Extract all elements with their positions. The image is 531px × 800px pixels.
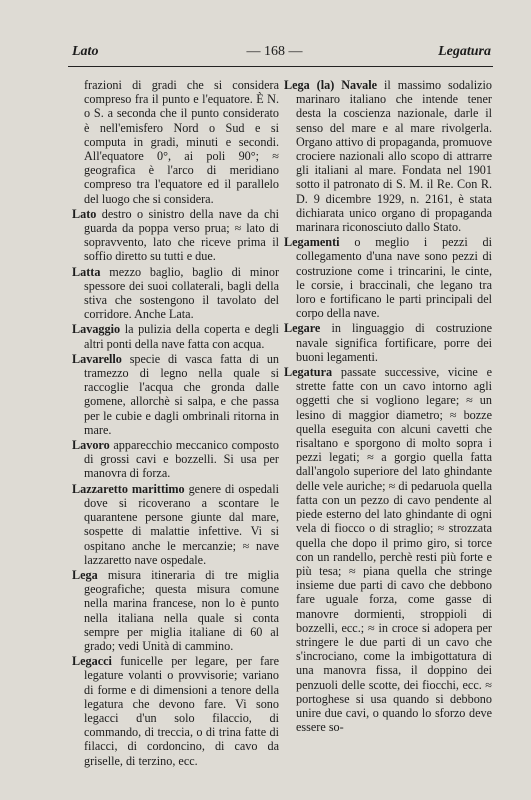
headword: Legare: [284, 321, 321, 336]
entry-text: o meglio i pezzi di collegamento d'una nave sono pezzi di costruzione come i trincarini, le cinte, le corsie, i braccinali, che legano tra loro e fortificano le parti principali del corpo della nave.: [296, 235, 492, 321]
right-column: [284, 78, 492, 735]
entry-lega: [72, 568, 279, 653]
entry-legacci: [72, 654, 279, 768]
entry-text: frazioni di gradi che si considera compreso fra il punto e l'equatore. È N. o S. a seconda che il punto considerato è nell'emisfero Nord o Sud e si computa in gradi, minuti e secondi. All'equatore 0°, ai poli 90°; ≈ geografica è l'arco di meridiano compreso tra l'equatore ed il parallelo del luogo che si considera.: [84, 78, 279, 206]
entry-lazzaretto: [72, 482, 279, 567]
entry-text: in linguaggio di costruzione navale significa fortificare, porre dei buoni legamenti.: [296, 321, 492, 364]
page-number: — 168 —: [246, 44, 303, 59]
entry-text: mezzo baglio, baglio di minor spessore dei suoi collaterali, bagli della stiva che sostengono il tavolato del corridore. Anche Lata.: [84, 264, 279, 322]
entry-lavaggio: [72, 322, 279, 350]
headword: Lega (la) Navale: [284, 78, 378, 92]
headword: Legacci: [72, 654, 112, 669]
entry-text: passate successive, vicine e strette fatte con un cavo intorno agli oggetti che si vogliono legare; ≈ un lesino di maggior diametro; ≈ bozze quella eseguita con alcuni cavetti che risaltano e sporgono di molto sopra i pezzi legati; ≈ a gorgio quella fatta dall'angolo superiore del lato ghindante delle vele auriche; ≈ di pedaruola quella fatta con un pezzo di cavo pendente al piede esterno del lato ghindante di ogni vela di fiocco o di straglio; ≈ strozzata quella che dopo il primo giro, si torce con un randello, perchè resti più forte e più tesa; ≈ piana quella che stringe insieme due parti di cavo che debbono fare uguale forza, come gasse di manovre dormienti, stroppioli di bozzelli, ecc.; ≈ in croce si adopera per stringere le due parti di un cavo che s'incrociano, come la imbigottatura di una manovra fissa, il doppino dei penzuoli delle scotte, dei fiocchi, ecc. ≈ portoghese si usa quando si debbono unire due cavi, o quando lo sforzo deve essere so-: [296, 365, 492, 735]
headword: Lavoro: [72, 438, 110, 453]
running-head-left: Lato: [72, 44, 99, 59]
entry-text: specie di vasca fatta di un tramezzo di legno nella quale si raccoglie l'acqua che gronda dalle gomene, allorchè si salpa, e che passa per le cubie e dagli ombrinali ritorna in mare.: [84, 351, 280, 437]
entry-continuation: [72, 78, 279, 206]
entry-text: funicelle per legare, per fare legature volanti o provvisorie; variano di forme e di dimensioni a tenore della legatura che devono fare. Vi sono legacci d'un solo filaccio, di commando, di treccia, o di trina fatte di filacci, di cordoncino, di cavo da griselle, di terzino, ecc.: [84, 654, 279, 768]
headword: Lavarello: [72, 351, 122, 366]
headword: Legamenti: [284, 235, 340, 250]
entry-text: genere di ospedali dove si ricoverano a scontare le quarantene persone giunte dal mare, sospette di malattie infettive. Vi si ospitano anche le mercanzie; ≈ nave lazzaretto nave ospedale.: [84, 481, 279, 567]
entry-latta: [72, 265, 279, 322]
headword: Legatura: [284, 365, 333, 380]
headword: Lavaggio: [72, 322, 121, 337]
entry-lavoro: [72, 438, 279, 481]
left-column: [72, 78, 279, 769]
entry-text: misura itineraria di tre miglia geografiche; questa misura comune nella marina francese, non lo è punto nella italiana nella quale si conta sempre per miglia italiane di 60 al grado; vedi Unità di cammino.: [84, 567, 279, 653]
entry-lega-navale: [284, 78, 492, 234]
entry-legatura: [284, 365, 492, 734]
entry-text: la pulizia della coperta e degli altri ponti della nave fatta con acqua.: [84, 322, 279, 351]
entry-text: apparecchio meccanico composto di grossi cavi e bozzelli. Si usa per manovra di forza.: [84, 438, 279, 481]
entry-lato: [72, 207, 279, 264]
header-rule: [68, 66, 493, 67]
page-header: [58, 44, 491, 64]
entry-legare: [284, 321, 492, 364]
headword: Lato: [72, 206, 97, 221]
entry-lavarello: [72, 352, 279, 437]
headword: Lazzaretto marittimo: [72, 481, 185, 496]
entry-text: il massimo sodalizio marinaro italiano che intende tener desta la coscienza nazionale, darle il senso del mare e al mare rivolgerla. Organo attivo di propaganda, promuove crociere nazionali allo scopo di attrarre gli italiani al mare. Fondata nel 1901 sotto il patronato di S. M. il Re. Con R. D. 9 dicembre 1929, n. 2161, è stata dichiarata unico organo di propaganda marinara riconosciuto dallo Stato.: [296, 78, 492, 235]
headword: Lega: [72, 567, 98, 582]
headword: Latta: [72, 264, 101, 279]
entry-legamenti: [284, 235, 492, 320]
running-head-right: Legatura: [438, 44, 491, 59]
entry-text: destro o sinistro della nave da chi guarda da poppa verso prua; ≈ lato di sopravvento, lato che riceve prima il soffio diretto su tutti e due.: [84, 206, 280, 264]
